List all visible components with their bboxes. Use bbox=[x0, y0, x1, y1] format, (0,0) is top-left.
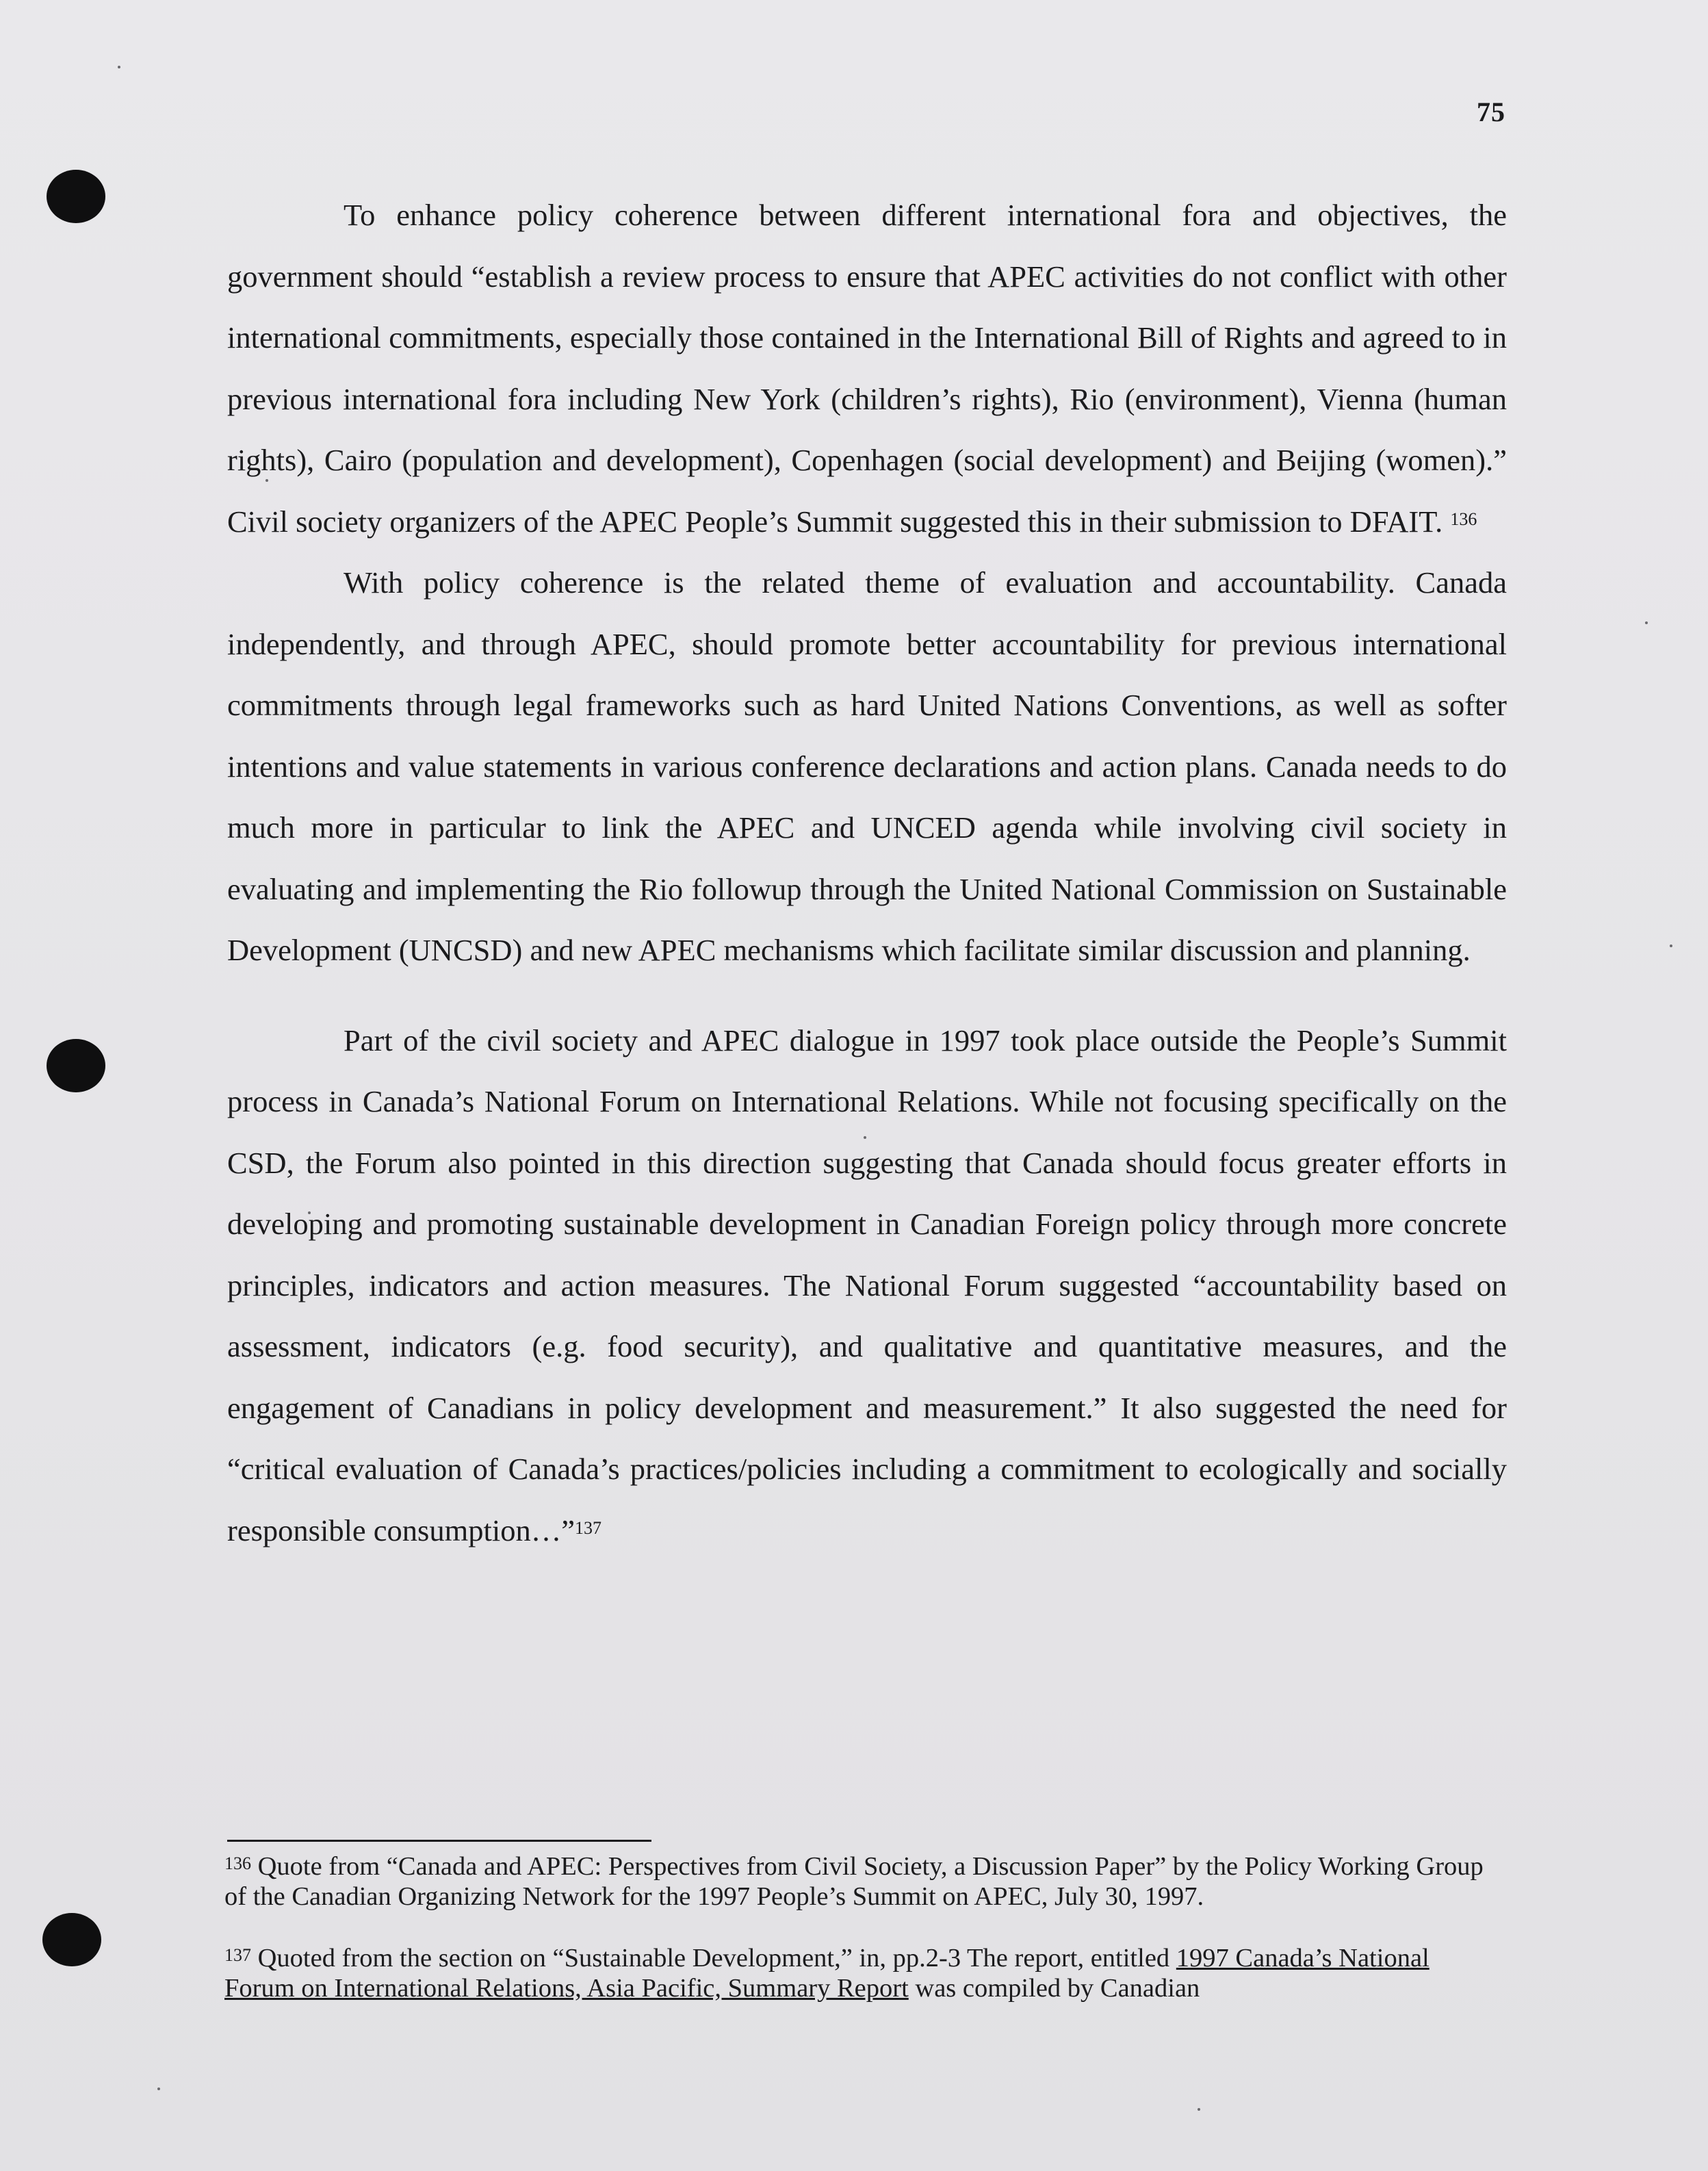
binder-hole-middle bbox=[47, 1039, 105, 1092]
footnote-text: Quote from “Canada and APEC: Perspectives from Civil Society, a Discussion Paper” by the Policy Working Group of the Canadian Organizing Network for the 1997 People’s Summit on APEC, July 30, 1997. bbox=[224, 1852, 1484, 1911]
scan-speck bbox=[1198, 2108, 1200, 2111]
paragraph-text: With policy coherence is the related theme of evaluation and accountability. Canada independently, and through APEC, should promote better accountability for previous international commitments through legal frameworks such as hard United Nations Conventions, as well as softer intentions and value statements in various conference declarations and action plans. Canada needs to do much more in particular to link the APEC and UNCED agenda while involving civil society in evaluating and implementing the Rio followup through the United National Commission on Sustainable Development (UNCSD) and new APEC mechanisms which facilitate similar discussion and planning. bbox=[227, 565, 1507, 967]
report-title: 1997 Canada’s National Forum on International Relations, Asia Pacific, Summary Report bbox=[224, 1944, 1429, 2003]
paragraph-text: Part of the civil society and APEC dialogue in 1997 took place outside the People’s Summit process in Canada’s National Forum on International Relations. While not focusing specifically on the CSD, the Forum also pointed in this direction suggesting that Canada should focus greater efforts in developing and promoting sustainable development in Canadian Foreign policy through more concrete principles, indicators and action measures. The National Forum suggested “accountability based on assessment, indicators (e.g. food security), and qualitative and quantitative measures, and the engagement of Canadians in policy development and measurement.” It also suggested the need for “critical evaluation of Canada’s practices/policies including a commitment to ecologically and socially responsible consumption…” bbox=[227, 1023, 1507, 1547]
page-number: 75 bbox=[1477, 97, 1505, 127]
paragraph-text: To enhance policy coherence between different international fora and objectives, the government should “establish a review process to ensure that APEC activities do not conflict with other international commitments, especially those contained in the International Bill of Rights and agreed to in previous international fora including New York (children’s rights), Rio (environment), Vienna (human rights), Cairo (population and development), Copenhagen (social development) and Beijing (women).” Civil society organizers of the APEC People’s Summit suggested this in their submission to DFAIT. bbox=[227, 198, 1507, 539]
scan-speck bbox=[1645, 621, 1648, 624]
footnote-text: Quoted from the section on “Sustainable Development,” in, pp.2-3 The report, entitled bbox=[257, 1944, 1170, 1973]
paragraph bbox=[227, 1010, 1507, 1562]
paragraph bbox=[227, 552, 1507, 981]
footnote-marker[interactable]: 137 bbox=[574, 1517, 601, 1538]
binder-hole-top bbox=[47, 170, 105, 223]
footnote-text: was compiled by Canadian bbox=[915, 1974, 1200, 2003]
scan-speck bbox=[1670, 945, 1672, 947]
footnote-marker[interactable]: 136 bbox=[1450, 509, 1477, 529]
footnotes bbox=[224, 1851, 1490, 2035]
footnote-number: 137 bbox=[224, 1945, 251, 1965]
scan-speck bbox=[157, 2088, 160, 2090]
binder-hole-bottom bbox=[42, 1913, 101, 1966]
footnote bbox=[224, 1943, 1490, 2003]
footnote-number: 136 bbox=[224, 1853, 251, 1873]
paragraph bbox=[227, 185, 1507, 552]
footnote-divider bbox=[227, 1840, 651, 1842]
footnote bbox=[224, 1851, 1490, 1912]
scan-speck bbox=[118, 66, 120, 68]
body-text bbox=[227, 185, 1507, 1561]
